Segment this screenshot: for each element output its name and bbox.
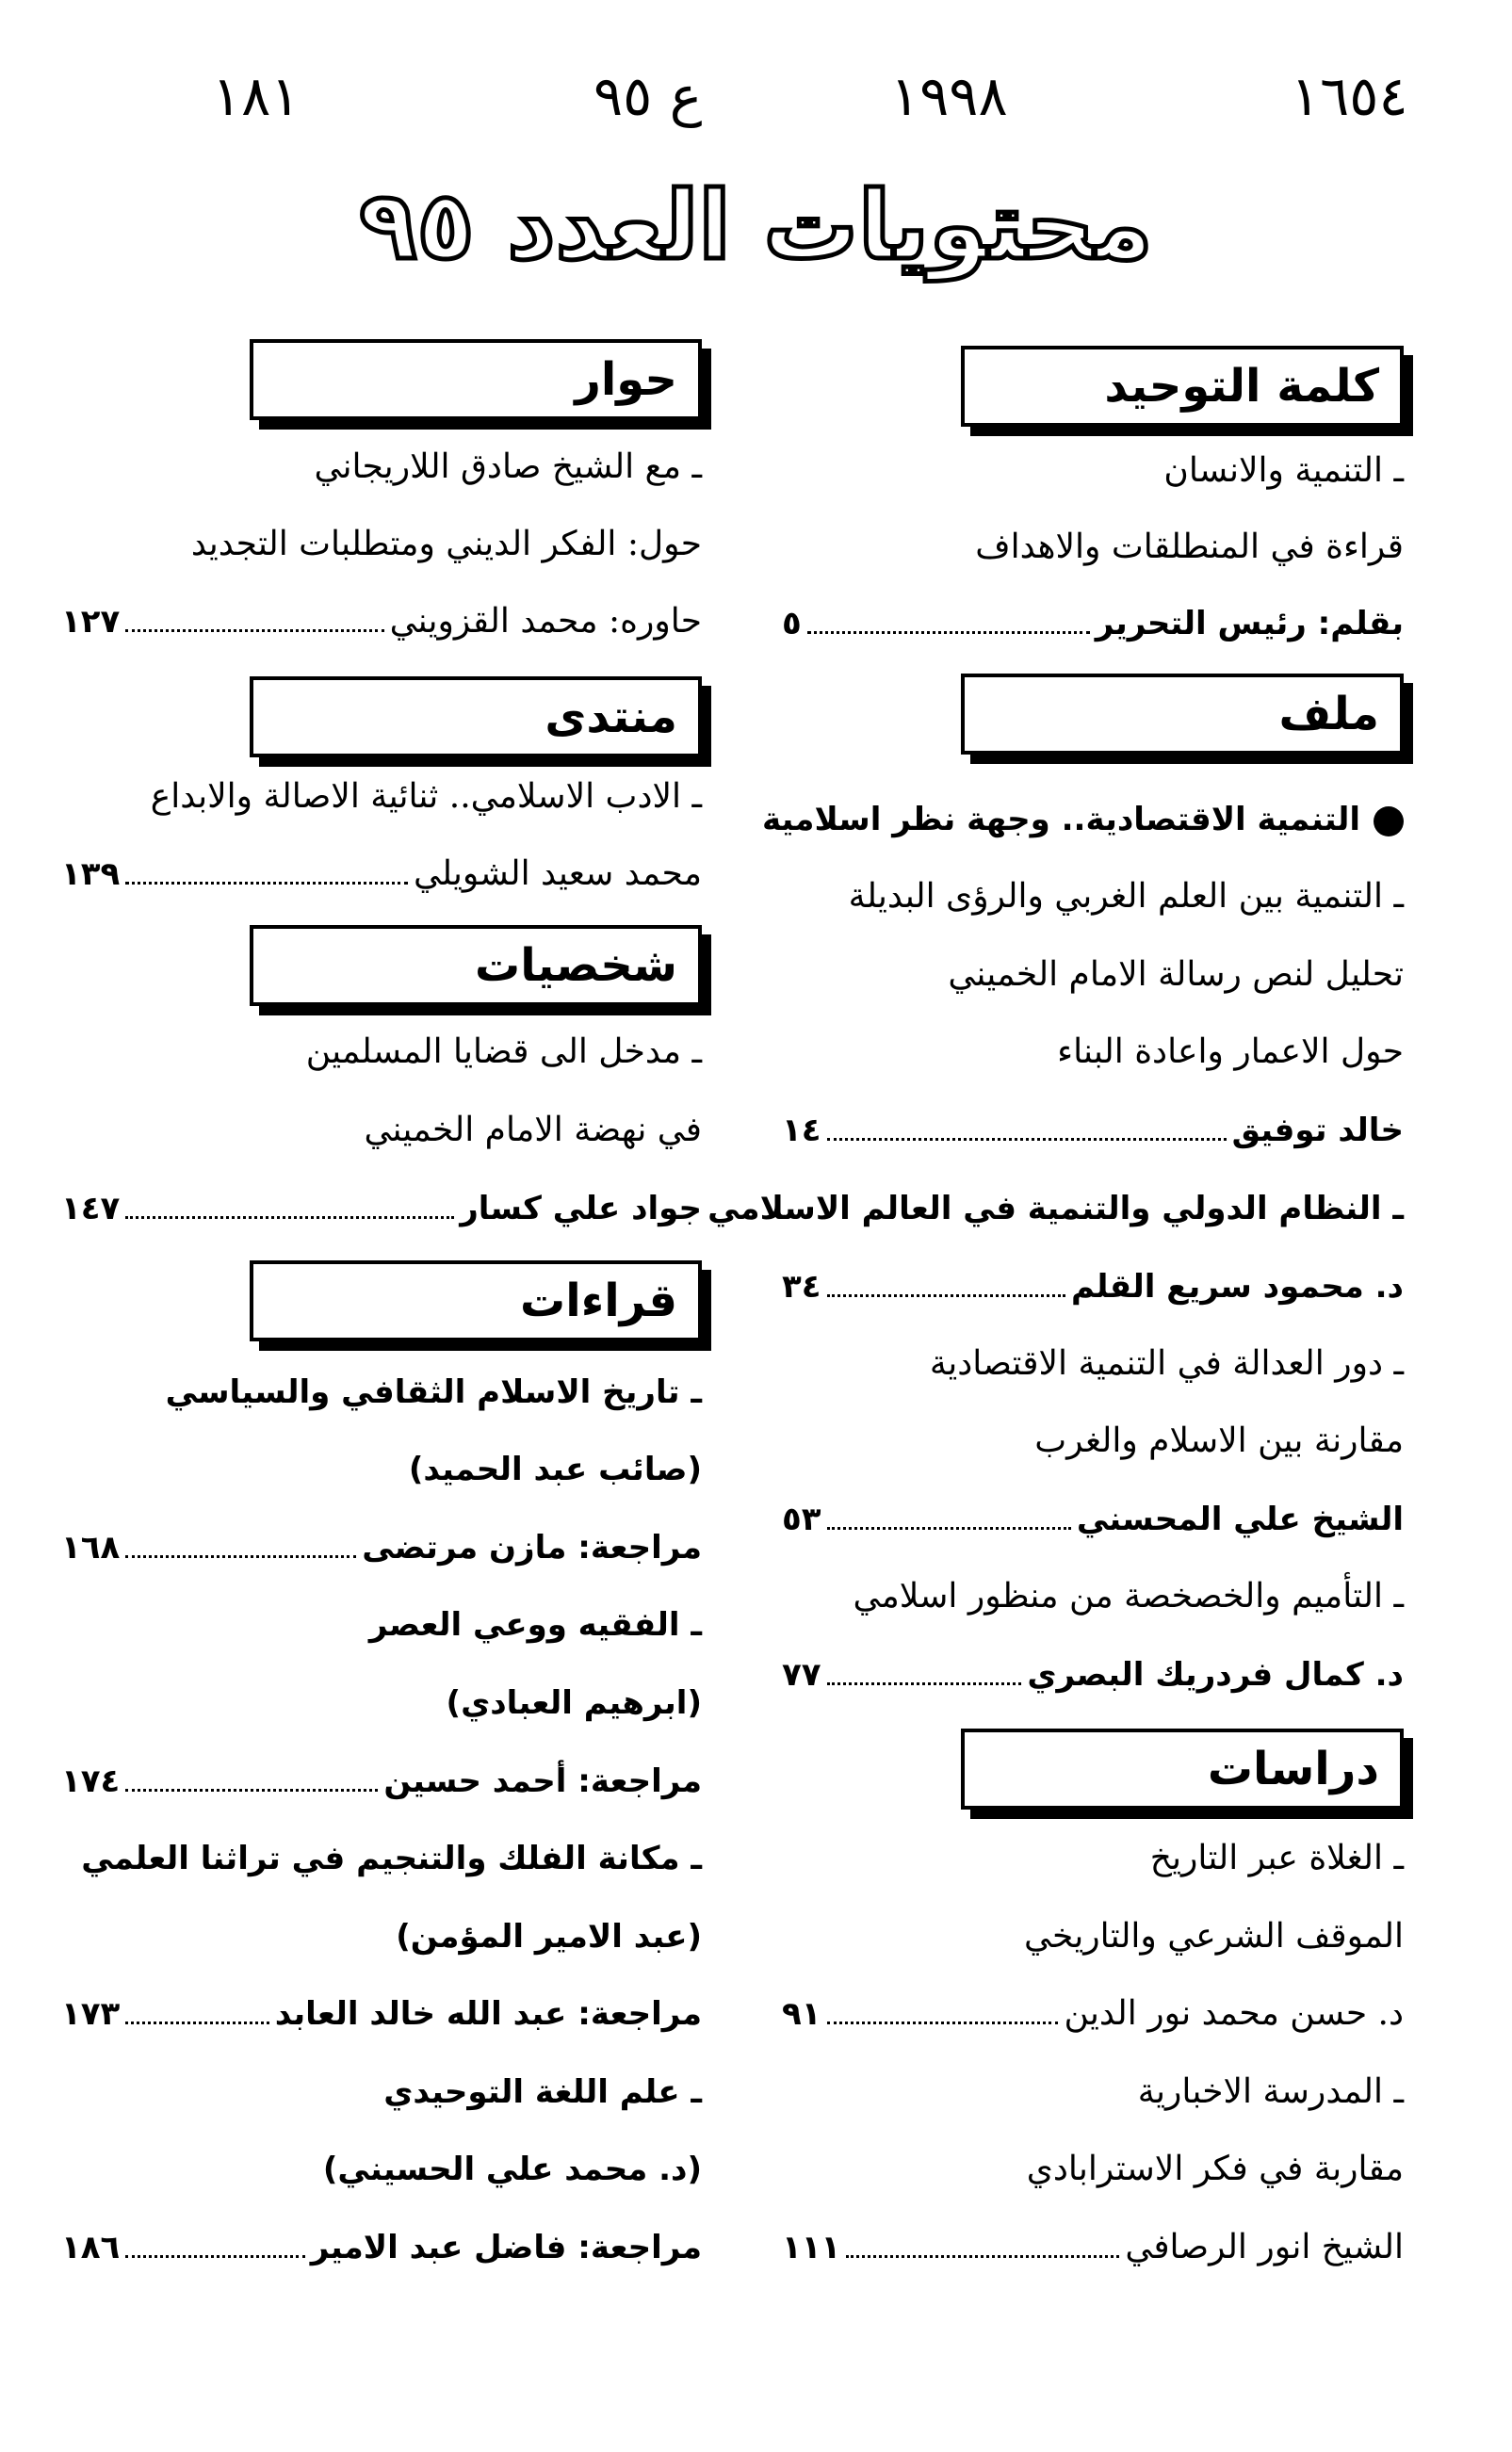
toc-line: التنمية الاقتصادية.. وجهة نظر اسلامية <box>782 791 1404 848</box>
toc-entry-author: بقلم: رئيس التحرير <box>1095 605 1404 642</box>
toc-line: تحليل لنص رسالة الامام الخميني <box>948 955 1404 994</box>
section-header-dirasat <box>961 1729 1404 1810</box>
page-number: ١٦٨ <box>61 1529 121 1567</box>
handwritten-note-a: ١٦٥٤ <box>1291 64 1408 128</box>
toc-entry <box>782 1258 1404 1315</box>
page-number: ٥ <box>782 605 802 642</box>
toc-line: (صائب عبد الحميد) <box>408 1451 702 1488</box>
page-number: ١٣٩ <box>61 855 121 893</box>
page-number: ١١١ <box>782 2229 841 2266</box>
toc-entry-author: مراجعة: فاضل عبد الامير <box>310 2229 702 2266</box>
page-title: محتويات العدد ٩٥ <box>359 171 1153 281</box>
toc-line: ـ مع الشيخ صادق اللاريجاني <box>314 447 702 486</box>
leader-dots <box>125 848 408 885</box>
toc-entry-author: خالد توفيق <box>1231 1112 1404 1149</box>
toc-entry <box>61 2219 702 2276</box>
toc-line: ـ المدرسة الاخبارية <box>1137 2072 1404 2111</box>
leader-dots <box>827 1260 1065 1297</box>
toc-entry-author: د. محمود سريع القلم <box>1071 1268 1404 1306</box>
section-header-shakhsiyat <box>250 925 702 1006</box>
toc-line: حول: الفكر الديني ومتطلبات التجديد <box>190 525 702 563</box>
leader-dots <box>827 1648 1022 1685</box>
leader-dots <box>125 595 383 632</box>
toc-entry-author: د. كمال فردريك البصري <box>1027 1656 1404 1694</box>
toc-entry-author: جواد علي كسار <box>460 1190 702 1227</box>
toc-line: ـ تاريخ الاسلام الثقافي والسياسي <box>165 1373 702 1411</box>
bullet-icon <box>1374 806 1404 836</box>
toc-line: في نهضة الامام الخميني <box>364 1111 702 1149</box>
handwritten-note-d: ١٨١ <box>212 64 301 128</box>
toc-line: ـ علم اللغة التوحيدي <box>383 2073 702 2111</box>
toc-line: (د. محمد علي الحسيني) <box>322 2151 702 2188</box>
toc-line: ـ مكانة الفلك والتنجيم في تراثنا العلمي <box>81 1840 702 1877</box>
handwritten-note-c: ع ٩٥ <box>593 64 703 128</box>
leader-dots <box>125 1755 378 1792</box>
leader-dots <box>125 1988 268 2024</box>
toc-entry <box>782 595 1404 652</box>
toc-entry <box>61 846 702 902</box>
section-header-label: كلمة التوحيد <box>1104 360 1379 413</box>
toc-line: الموقف الشرعي والتاريخي <box>1023 1917 1404 1956</box>
page-number: ٧٧ <box>782 1656 821 1694</box>
page-number: ٣٤ <box>782 1268 821 1306</box>
toc-entry-author: محمد سعيد الشويلي <box>413 854 702 893</box>
page-number: ٥٣ <box>782 1501 821 1538</box>
toc-entry-author: مراجعة: عبد الله خالد العابد <box>274 1995 702 2033</box>
section-header-label: ملف <box>1278 688 1379 740</box>
section-header-muntada <box>250 676 702 757</box>
toc-line: ـ الغلاة عبر التاريخ <box>1149 1839 1404 1877</box>
toc-line: قراءة في المنطلقات والاهداف <box>975 528 1404 566</box>
leader-dots <box>846 2221 1119 2258</box>
leader-dots <box>125 2221 304 2258</box>
toc-entry <box>782 1491 1404 1548</box>
toc-entry-author: الشيخ علي المحسني <box>1076 1501 1404 1538</box>
toc-line: ـ الفقيه ووعي العصر <box>368 1606 702 1644</box>
toc-entry-author: مراجعة: أحمد حسين <box>383 1762 702 1800</box>
section-header-label: قراءات <box>520 1275 677 1327</box>
toc-line: ـ التنمية بين العلم الغربي والرؤى البديلة <box>848 877 1404 916</box>
toc-entry <box>782 1647 1404 1703</box>
toc-line: ـ الادب الاسلامي.. ثنائية الاصالة والابداع <box>150 777 702 816</box>
handwritten-note-b: ١٩٩٨ <box>890 64 1008 128</box>
section-header-milaf <box>961 674 1404 755</box>
page-number: ٩١ <box>782 1995 821 2033</box>
page-number: ١٢٧ <box>61 603 121 641</box>
section-header-label: حوار <box>575 353 677 406</box>
toc-line: (عبد الامير المؤمن) <box>396 1918 702 1956</box>
toc-line: (ابرهيم العبادي) <box>446 1684 702 1722</box>
toc-line: ـ مدخل الى قضايا المسلمين <box>305 1032 702 1071</box>
page-number: ١٤ <box>782 1112 821 1149</box>
toc-line: مقارنة بين الاسلام والغرب <box>1034 1421 1404 1460</box>
page-number: ١٨٦ <box>61 2229 121 2266</box>
leader-dots <box>827 1493 1071 1530</box>
leader-dots <box>827 1988 1059 2024</box>
page-number: ١٤٧ <box>61 1190 121 1227</box>
leader-dots <box>125 1521 356 1558</box>
toc-entry-author: د. حسن محمد نور الدين <box>1064 1994 1404 2033</box>
leader-dots <box>125 1182 454 1219</box>
section-header-kalimat-al-tawhid <box>961 346 1404 427</box>
toc-entry <box>61 1180 702 1237</box>
toc-line: ـ التنمية والانسان <box>1163 451 1404 490</box>
toc-entry-author: مراجعة: مازن مرتضى <box>362 1529 702 1567</box>
toc-entry <box>782 2219 1404 2276</box>
toc-entry <box>782 1102 1404 1159</box>
toc-line: ـ النظام الدولي والتنمية في العالم الاسلامي <box>707 1190 1404 1227</box>
toc-entry <box>782 1986 1404 2042</box>
toc-line: حول الاعمار واعادة البناء <box>1057 1032 1404 1071</box>
section-header-hiwar <box>250 339 702 420</box>
section-header-label: شخصيات <box>475 939 677 992</box>
section-header-label: منتدى <box>545 690 677 743</box>
leader-dots <box>827 1104 1227 1141</box>
toc-entry <box>61 593 702 650</box>
section-header-qiraat <box>250 1260 702 1341</box>
toc-line: ـ دور العدالة في التنمية الاقتصادية <box>929 1344 1404 1383</box>
page-number: ١٧٤ <box>61 1762 121 1800</box>
toc-entry-author: الشيخ انور الرصافي <box>1125 2228 1404 2266</box>
page-number: ١٧٣ <box>61 1995 121 2033</box>
section-header-label: دراسات <box>1207 1743 1379 1795</box>
leader-dots <box>807 597 1090 634</box>
toc-entry-author: حاوره: محمد القزويني <box>389 602 702 641</box>
toc-entry <box>61 1519 702 1576</box>
toc-entry <box>61 1753 702 1810</box>
toc-entry <box>61 1986 702 2042</box>
toc-line: ـ التأميم والخصخصة من منظور اسلامي <box>853 1577 1404 1616</box>
toc-line: مقاربة في فكر الاسترابادي <box>1026 2150 1404 2188</box>
